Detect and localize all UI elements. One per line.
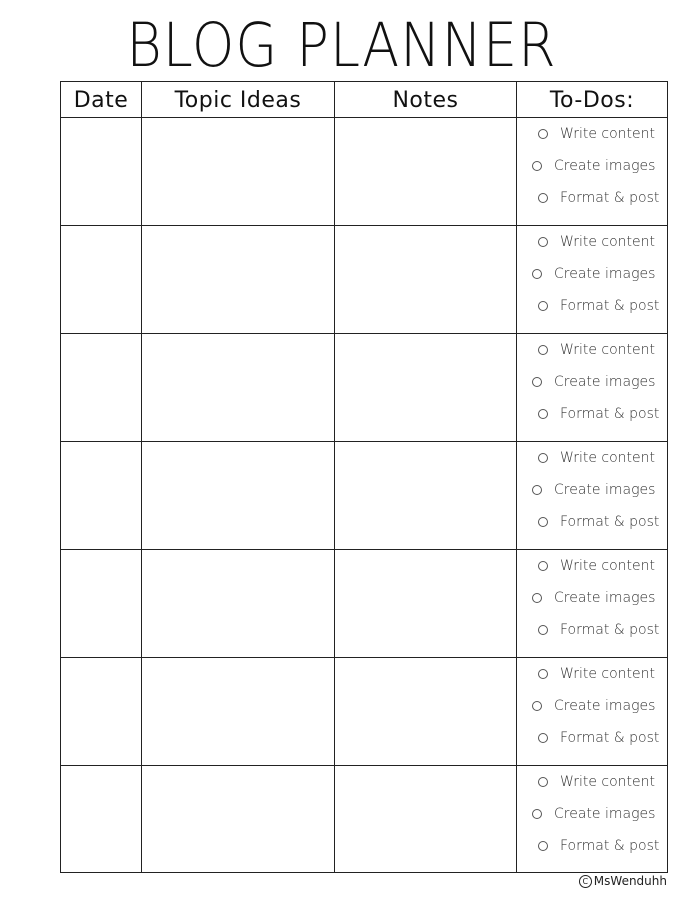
todo-item[interactable] [518, 402, 668, 426]
todo-label: Format & post [560, 514, 660, 530]
checkbox-circle-icon[interactable] [538, 625, 548, 635]
todo-label: Write content [560, 234, 656, 250]
todo-label: Create images [554, 374, 656, 390]
planner-table [60, 81, 668, 873]
topic-ideas-cell[interactable] [142, 550, 334, 657]
todo-label: Write content [560, 342, 656, 358]
planner-row [61, 658, 667, 766]
planner-row [61, 550, 667, 658]
todo-label: Format & post [560, 190, 660, 206]
notes-cell[interactable] [335, 658, 516, 765]
topic-ideas-cell[interactable] [142, 118, 334, 225]
todo-item[interactable] [518, 154, 668, 178]
checkbox-circle-icon[interactable] [532, 485, 542, 495]
topic-ideas-cell[interactable] [142, 334, 334, 441]
checkbox-circle-icon[interactable] [538, 669, 548, 679]
todo-item[interactable] [518, 726, 668, 750]
header-row [61, 82, 667, 118]
footer-credit: MsWenduhh [593, 874, 667, 888]
todo-label: Create images [554, 158, 656, 174]
checkbox-circle-icon[interactable] [538, 193, 548, 203]
todo-label: Write content [560, 666, 656, 682]
page-title: BLOG PLANNER [126, 10, 557, 81]
notes-cell[interactable] [335, 226, 516, 333]
planner-row [61, 118, 667, 226]
date-cell[interactable] [61, 658, 141, 765]
notes-cell[interactable] [335, 550, 516, 657]
topic-ideas-cell[interactable] [142, 766, 334, 874]
checkbox-circle-icon[interactable] [532, 593, 542, 603]
todo-list [518, 442, 668, 549]
planner-row [61, 442, 667, 550]
checkbox-circle-icon[interactable] [538, 777, 548, 787]
date-cell[interactable] [61, 334, 141, 441]
date-cell[interactable] [61, 226, 141, 333]
topic-ideas-cell[interactable] [142, 442, 334, 549]
checkbox-circle-icon[interactable] [538, 409, 548, 419]
todo-label: Write content [560, 126, 656, 142]
todo-label: Format & post [560, 838, 660, 854]
todo-item[interactable] [518, 478, 668, 502]
todo-list [518, 226, 668, 333]
todo-label: Write content [560, 774, 656, 790]
todo-item[interactable] [518, 770, 668, 794]
todo-item[interactable] [518, 262, 668, 286]
checkbox-circle-icon[interactable] [538, 561, 548, 571]
planner-row [61, 766, 667, 874]
todo-item[interactable] [518, 446, 668, 470]
todo-list [518, 118, 668, 225]
todo-label: Create images [554, 806, 656, 822]
checkbox-circle-icon[interactable] [538, 841, 548, 851]
copyright-footer [579, 874, 667, 888]
planner-row [61, 334, 667, 442]
todo-label: Write content [560, 558, 656, 574]
checkbox-circle-icon[interactable] [532, 377, 542, 387]
todo-label: Create images [554, 482, 656, 498]
todo-list [518, 550, 668, 657]
date-cell[interactable] [61, 766, 141, 874]
column-header-date: Date [73, 87, 129, 113]
todo-item[interactable] [518, 122, 668, 146]
todo-list [518, 658, 668, 765]
notes-cell[interactable] [335, 118, 516, 225]
copyright-icon: C [579, 875, 592, 888]
todo-label: Format & post [560, 622, 660, 638]
todo-item[interactable] [518, 230, 668, 254]
date-cell[interactable] [61, 550, 141, 657]
todo-item[interactable] [518, 186, 668, 210]
todo-label: Create images [554, 698, 656, 714]
todo-label: Format & post [560, 406, 660, 422]
checkbox-circle-icon[interactable] [538, 453, 548, 463]
todo-label: Write content [560, 450, 656, 466]
checkbox-circle-icon[interactable] [538, 237, 548, 247]
todo-item[interactable] [518, 802, 668, 826]
todo-list [518, 334, 668, 441]
topic-ideas-cell[interactable] [142, 658, 334, 765]
todo-label: Create images [554, 590, 656, 606]
notes-cell[interactable] [335, 442, 516, 549]
date-cell[interactable] [61, 118, 141, 225]
checkbox-circle-icon[interactable] [532, 701, 542, 711]
column-header-to-dos: To-Dos: [549, 87, 635, 113]
checkbox-circle-icon[interactable] [532, 809, 542, 819]
checkbox-circle-icon[interactable] [538, 733, 548, 743]
column-header-notes: Notes [392, 87, 459, 113]
checkbox-circle-icon[interactable] [538, 517, 548, 527]
todo-item[interactable] [518, 618, 668, 642]
todo-item[interactable] [518, 662, 668, 686]
date-cell[interactable] [61, 442, 141, 549]
todo-list [518, 766, 668, 874]
notes-cell[interactable] [335, 334, 516, 441]
checkbox-circle-icon[interactable] [538, 129, 548, 139]
column-header-topic-ideas: Topic Ideas [174, 87, 302, 113]
todo-label: Format & post [560, 730, 660, 746]
notes-cell[interactable] [335, 766, 516, 874]
todo-item[interactable] [518, 834, 668, 858]
checkbox-circle-icon[interactable] [532, 269, 542, 279]
todo-label: Create images [554, 266, 656, 282]
checkbox-circle-icon[interactable] [538, 345, 548, 355]
todo-item[interactable] [518, 694, 668, 718]
todo-item[interactable] [518, 338, 668, 362]
checkbox-circle-icon[interactable] [532, 161, 542, 171]
todo-label: Format & post [560, 298, 660, 314]
topic-ideas-cell[interactable] [142, 226, 334, 333]
checkbox-circle-icon[interactable] [538, 301, 548, 311]
todo-item[interactable] [518, 554, 668, 578]
planner-row [61, 226, 667, 334]
todo-item[interactable] [518, 370, 668, 394]
todo-item[interactable] [518, 294, 668, 318]
todo-item[interactable] [518, 586, 668, 610]
todo-item[interactable] [518, 510, 668, 534]
